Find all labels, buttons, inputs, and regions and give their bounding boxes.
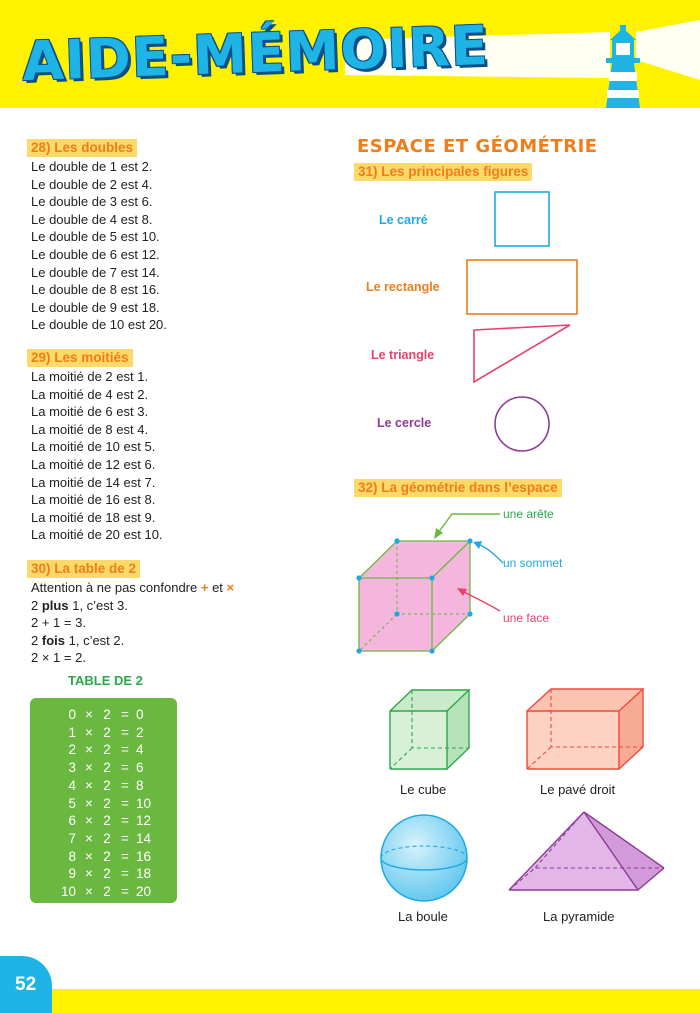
list-item: Le double de 5 est 10. bbox=[31, 229, 160, 245]
section-30-title: 30) La table de 2 bbox=[27, 560, 140, 578]
list-item: Le double de 3 est 6. bbox=[31, 194, 153, 210]
list-item: Le double de 10 est 20. bbox=[31, 317, 167, 333]
section-29-title: 29) Les moitiés bbox=[27, 349, 133, 367]
list-item: La moitié de 6 est 3. bbox=[31, 404, 149, 420]
table-row: 1 × 2 = 2 bbox=[68, 724, 144, 740]
sphere-solid bbox=[381, 815, 467, 901]
pyramid-solid bbox=[509, 812, 664, 890]
table-title: TABLE DE 2 bbox=[68, 673, 143, 688]
page-title: AIDE-MÉMOIRE bbox=[21, 13, 490, 94]
list-item: La moitié de 4 est 2. bbox=[31, 386, 149, 402]
table-row: 0 × 2 = 0 bbox=[68, 707, 144, 722]
times-sentence: 2 fois 1, c’est 2. bbox=[31, 632, 125, 648]
halves-list bbox=[31, 368, 163, 544]
table-row: 5 × 2 = 10 bbox=[68, 795, 152, 811]
edge-label: une arête bbox=[503, 507, 554, 521]
list-item: La moitié de 12 est 6. bbox=[31, 456, 156, 472]
square-label: Le carré bbox=[379, 213, 428, 227]
cube-solid bbox=[390, 690, 469, 769]
list-item: La moitié de 2 est 1. bbox=[31, 369, 149, 384]
geometry-title: ESPACE ET GÉOMÉTRIE bbox=[357, 136, 598, 157]
plus-symbol: + bbox=[200, 580, 209, 595]
rectangle-label: Le rectangle bbox=[366, 280, 440, 294]
page-number-badge bbox=[0, 956, 52, 1013]
page-number: 52 bbox=[15, 974, 37, 995]
list-item: Le double de 9 est 18. bbox=[31, 299, 160, 315]
table-row: 7 × 2 = 14 bbox=[68, 830, 152, 846]
list-item: Le double de 8 est 16. bbox=[31, 282, 160, 298]
table-row: 10 × 2 = 20 bbox=[60, 884, 152, 899]
sphere-label: La boule bbox=[398, 909, 448, 924]
warning-line: Attention à ne pas confondre + et × bbox=[31, 580, 235, 595]
circle-label: Le cercle bbox=[377, 416, 432, 430]
triangle-label: Le triangle bbox=[371, 348, 435, 362]
list-item: Le double de 6 est 12. bbox=[31, 246, 160, 262]
table-row: 9 × 2 = 18 bbox=[68, 866, 152, 882]
table-row: 8 × 2 = 16 bbox=[68, 848, 152, 864]
table-explanation bbox=[31, 579, 234, 667]
list-item: La moitié de 18 est 9. bbox=[31, 509, 156, 525]
list-item: La moitié de 14 est 7. bbox=[31, 474, 156, 490]
list-item: La moitié de 10 est 5. bbox=[31, 439, 156, 455]
doubles-list bbox=[31, 158, 167, 334]
table-row: 6 × 2 = 12 bbox=[68, 813, 152, 829]
plus-sentence: 2 plus 1, c’est 3. bbox=[31, 597, 128, 613]
face-label: une face bbox=[503, 611, 550, 625]
table-row: 2 × 2 = 4 bbox=[68, 742, 144, 758]
section-31-title: 31) Les principales figures bbox=[354, 163, 532, 181]
table-row: 4 × 2 = 8 bbox=[68, 777, 144, 793]
circle-shape bbox=[495, 397, 549, 451]
times-equation: 2 × 1 = 2. bbox=[31, 650, 86, 666]
cube-diagram bbox=[356, 514, 503, 654]
cuboid-label: Le pavé droit bbox=[540, 782, 616, 797]
list-item: Le double de 2 est 4. bbox=[31, 176, 153, 192]
multiplication-table bbox=[30, 698, 177, 903]
times-symbol: × bbox=[226, 580, 235, 595]
list-item: Le double de 1 est 2. bbox=[31, 159, 153, 174]
pyramid-label: La pyramide bbox=[543, 909, 615, 924]
list-item: La moitié de 8 est 4. bbox=[31, 421, 149, 437]
square-shape bbox=[495, 192, 549, 246]
list-item: Le double de 4 est 8. bbox=[31, 211, 153, 227]
rectangle-shape bbox=[467, 260, 577, 314]
triangle-shape bbox=[474, 325, 570, 382]
footer-bar bbox=[52, 989, 700, 1013]
list-item: La moitié de 16 est 8. bbox=[31, 492, 156, 508]
plus-equation: 2 + 1 = 3. bbox=[31, 615, 86, 631]
list-item: Le double de 7 est 14. bbox=[31, 264, 160, 280]
table-row: 3 × 2 = 6 bbox=[68, 760, 144, 776]
cube-label: Le cube bbox=[400, 782, 447, 797]
list-item: La moitié de 20 est 10. bbox=[31, 527, 163, 543]
vertex-label: un sommet bbox=[503, 556, 563, 570]
section-28-title: 28) Les doubles bbox=[27, 139, 137, 157]
section-32-title: 32) La géométrie dans l’espace bbox=[354, 479, 562, 497]
cuboid-solid bbox=[527, 689, 643, 769]
